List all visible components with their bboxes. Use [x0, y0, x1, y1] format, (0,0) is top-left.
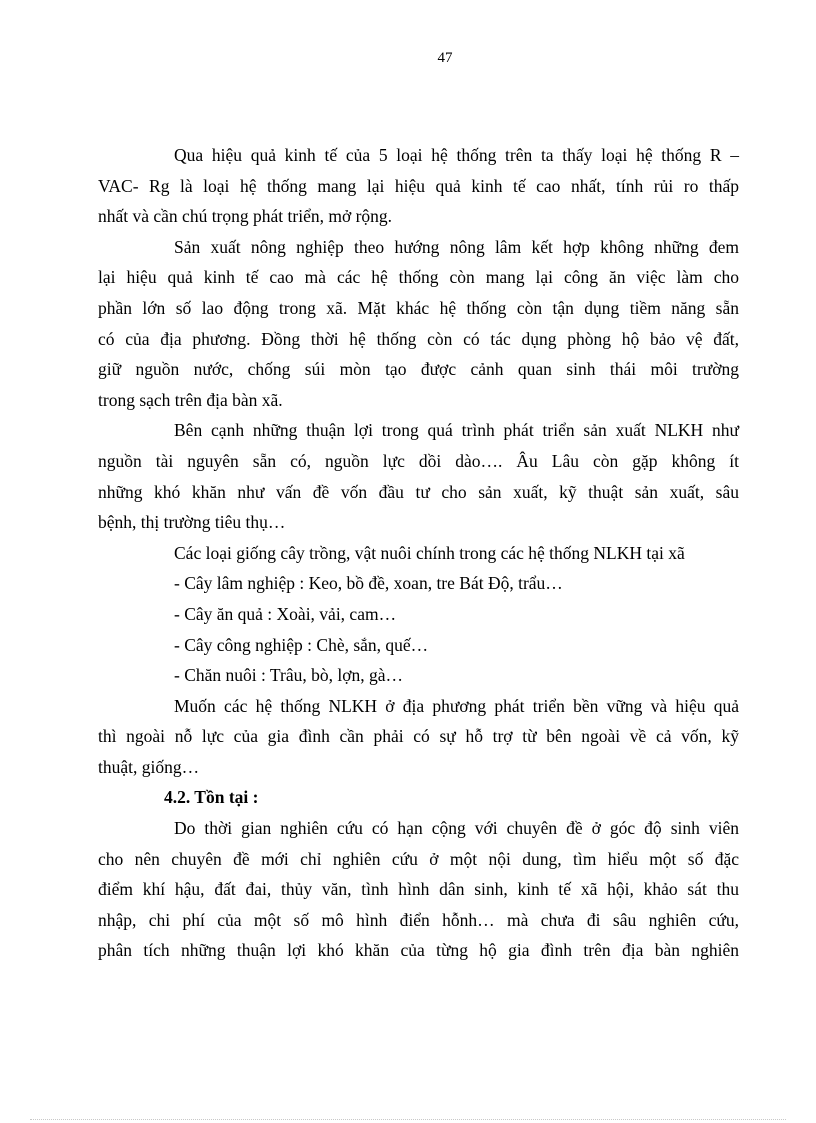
text-line: phân tích những thuận lợi khó khăn của từng hộ gia đình trên địa bàn nghiên	[98, 940, 739, 961]
paragraph-sustainable-development	[98, 691, 739, 783]
paragraph-advantages-difficulties	[98, 415, 739, 537]
section-heading: 4.2. Tồn tại :	[164, 787, 259, 808]
paragraph-species-intro	[136, 538, 739, 569]
text-line: nhất và cần chú trọng phát triển, mở rộng.	[98, 206, 393, 227]
text-line: điểm khí hậu, đất đai, thủy văn, tình hình dân sinh, kinh tế xã hội, khảo sát thu	[98, 879, 739, 900]
text-line: bệnh, thị trường tiêu thụ…	[98, 512, 286, 533]
text-line: Các loại giống cây trồng, vật nuôi chính trong các hệ thống NLKH tại xã	[174, 542, 685, 563]
paragraph-limitations	[98, 813, 739, 966]
text-line: trong sạch trên địa bàn xã.	[98, 389, 283, 410]
paragraph-efficiency-summary	[98, 140, 739, 232]
text-line: Sản xuất nông nghiệp theo hướng nông lâm kết hợp không những đem	[174, 236, 739, 257]
paragraph-agroforestry-benefits	[98, 232, 739, 416]
text-line: nhập, chi phí của một số mô hình điển hỗnh… mà chưa đi sâu nghiên cứu,	[98, 909, 739, 930]
list-item-fruit: - Cây ăn quả : Xoài, vải, cam…	[174, 603, 397, 624]
text-line: VAC- Rg là loại hệ thống mang lại hiệu quả kinh tế cao nhất, tính rủi ro thấp	[98, 175, 739, 196]
list-item-forestry: - Cây lâm nghiệp : Keo, bồ đề, xoan, tre Bát Độ, trẩu…	[174, 573, 563, 594]
text-line: nguồn tài nguyên sẵn có, nguồn lực dồi dào…. Âu Lâu còn gặp không ít	[98, 450, 739, 471]
list-item-livestock: - Chăn nuôi : Trâu, bò, lợn, gà…	[174, 665, 403, 686]
text-line: những khó khăn như vấn đề vốn đầu tư cho sản xuất, kỹ thuật sản xuất, sâu	[98, 481, 739, 502]
page-number: 47	[437, 50, 453, 66]
text-line: thuật, giống…	[98, 756, 200, 777]
text-line: Qua hiệu quả kinh tế của 5 loại hệ thống trên ta thấy loại hệ thống R –	[174, 145, 739, 165]
text-line: phần lớn số lao động trong xã. Mặt khác hệ thống còn tận dụng tiềm năng sẵn	[98, 297, 739, 318]
text-line: Bên cạnh những thuận lợi trong quá trình phát triển sản xuất NLKH như	[174, 420, 739, 441]
list-item-industrial: - Cây công nghiệp : Chè, sắn, quế…	[174, 634, 429, 655]
text-line: có của địa phương. Đồng thời hệ thống còn có tác dụng phòng hộ bảo vệ đất,	[98, 328, 739, 349]
text-line: Do thời gian nghiên cứu có hạn cộng với chuyên đề ở góc độ sinh viên	[174, 818, 739, 839]
document-body	[98, 140, 739, 966]
text-line: Muốn các hệ thống NLKH ở địa phương phát triển bền vững và hiệu quả	[174, 695, 739, 716]
text-line: thì ngoài nỗ lực của gia đình cần phải có sự hỗ trợ từ bên ngoài về cả vốn, kỹ	[98, 726, 739, 747]
page-bottom-divider	[30, 1119, 786, 1120]
text-line: lại hiệu quả kinh tế cao mà các hệ thống còn mang lại công ăn việc làm cho	[98, 267, 739, 288]
text-line: cho nên chuyên đề mới chỉ nghiên cứu ở một nội dung, tìm hiểu một số đặc	[98, 848, 739, 869]
text-line: giữ nguồn nước, chống súi mòn tạo được cảnh quan sinh thái môi trường	[98, 359, 739, 380]
